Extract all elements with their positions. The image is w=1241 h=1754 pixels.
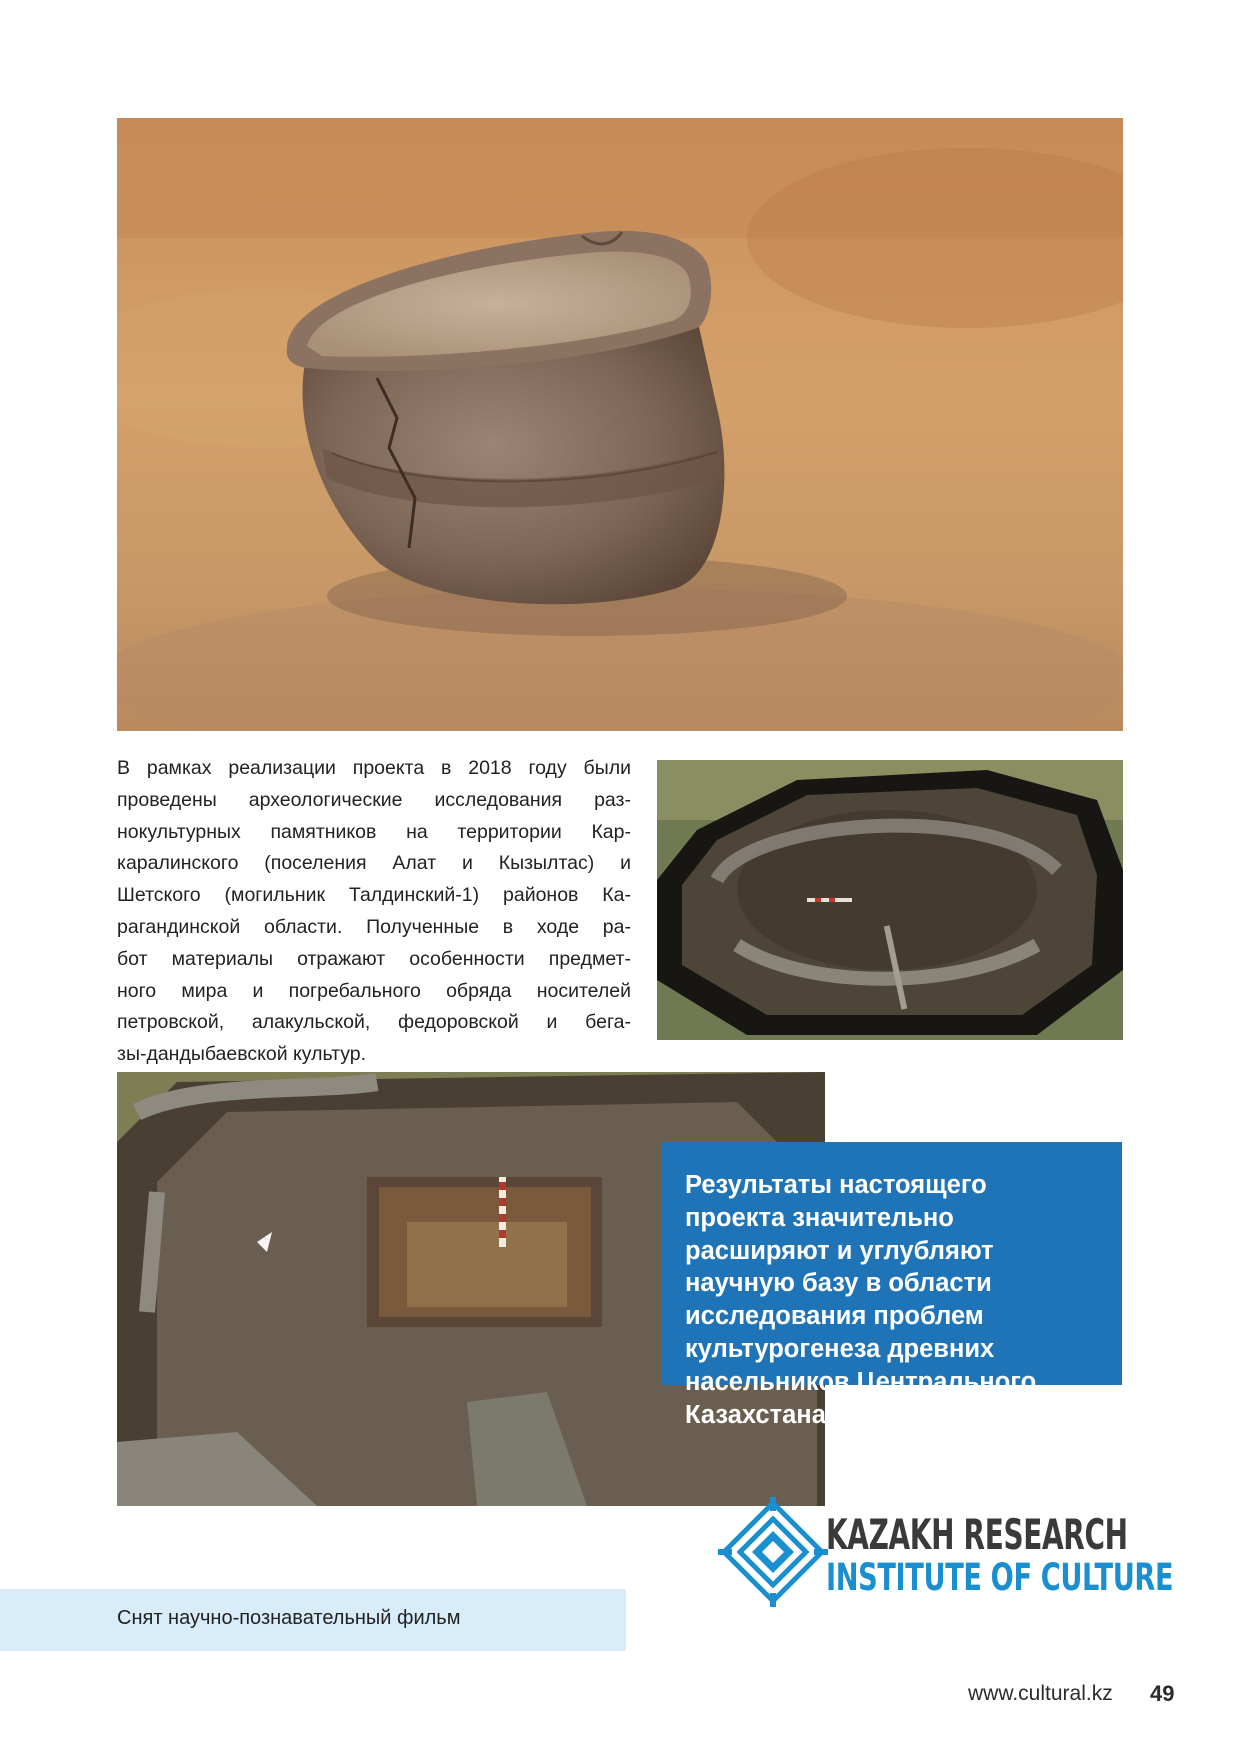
caption-band xyxy=(0,1589,626,1651)
callout-line: научную базу в области xyxy=(685,1269,992,1298)
body-line: Шетского (могильник Талдинский-1) районов Ка- xyxy=(117,884,631,907)
photo-ceramic-vessel xyxy=(117,118,1123,731)
ornament-icon xyxy=(718,1497,828,1607)
callout-line: расширяют и углубляют xyxy=(685,1236,994,1265)
body-line: бот материалы отражают особенности предмет- xyxy=(117,947,631,970)
logo-line-1: KAZAKH RESEARCH xyxy=(826,1510,1128,1559)
body-line: зы-дандыбаевской культур. xyxy=(117,1043,367,1066)
photo-stone-enclosure xyxy=(657,760,1123,1040)
callout-box xyxy=(661,1142,1122,1429)
institute-logo xyxy=(718,1497,1174,1612)
callout-line: насельников Центрального xyxy=(685,1367,1037,1396)
body-line: каралинского (поселения Алат и Кызылтас) и xyxy=(117,852,631,875)
body-line: В рамках реализации проекта в 2018 году были xyxy=(117,757,631,779)
callout-line: Результаты настоящего xyxy=(685,1171,987,1199)
body-paragraph xyxy=(117,753,631,1071)
body-line: петровской, алакульской, федоровской и бега- xyxy=(117,1011,631,1034)
page-number: 49 xyxy=(1150,1681,1175,1706)
body-line: проведены археологические исследования раз- xyxy=(117,788,631,811)
logo-line-2: INSTITUTE OF CULTURE xyxy=(826,1556,1174,1599)
callout-line: Казахстана. xyxy=(685,1400,833,1429)
body-line: ного мира и погребального обряда носителей xyxy=(117,979,631,1002)
caption-text: Снят научно-познавательный фильм xyxy=(117,1607,461,1629)
body-line: рагандинской области. Полученные в ходе ра- xyxy=(117,915,631,938)
callout-line: культурогенеза древних xyxy=(685,1334,995,1363)
callout-line: проекта значительно xyxy=(685,1203,954,1232)
footer-url[interactable]: www.cultural.kz xyxy=(968,1682,1113,1705)
callout-line: исследования проблем xyxy=(685,1302,984,1331)
body-line: нокультурных памятников на территории Кар- xyxy=(117,820,631,843)
